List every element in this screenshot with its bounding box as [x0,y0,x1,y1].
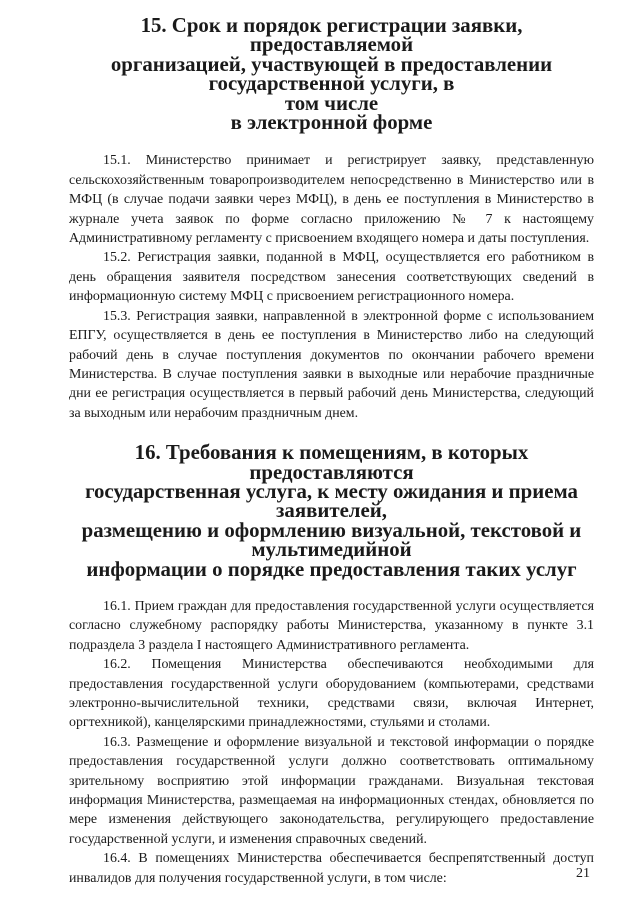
page-number: 21 [576,866,590,881]
heading-line: 16. Требования к помещениям, в которых предоставляются [134,440,529,484]
paragraph-15-1: 15.1. Министерство принимает и регистрирует заявку, представленную сельскохозяйственным товаропроизводителем непосредственно в Министерство или в МФЦ (в случае подачи заявки через МФЦ), в день ее поступления в Министерство в журнале учета заявок по форме согласно приложению № 7 к настоящему Административному регламенту с присвоением входящего номера и даты поступления. [69,153,594,247]
paragraph-16-4: 16.4. В помещениях Министерства обеспечивается беспрепятственный доступ инвалидов для получения государственной услуги, в том числе: [69,851,594,886]
section-16-heading [69,440,594,581]
paragraph-16-2: 16.2. Помещения Министерства обеспечиваются необходимыми для предоставления государственной услуги оборудованием (компьютерами, средствами электронно-вычислительной техники, средствами связи, включая Интернет, оргтехникой), канцелярскими принадлежностями, стульями и столами. [69,657,594,731]
heading-line: организацией, участвующей в предоставлении государственной услуги, в [110,51,553,96]
heading-line: размещению и оформлению визуальной, текстовой и мультимедийной [81,517,582,562]
paragraph-16-1: 16.1. Прием граждан для предоставления государственной услуги осуществляется согласно служебному распорядку работы Министерства, указанному в пункте 3.1 подраздела 3 раздела I настоящего Административного регламента. [69,598,594,653]
paragraph-16-3: 16.3. Размещение и оформление визуальной и текстовой информации о порядке предоставления государственной услуги должно соответствовать оптимальному зрительному восприятию этой информации гражданами. Визуальная текстовая информация Министерства, размещаемая на информационных стендах, обновляется по мере изменения действующего законодательства, регулирующего предоставление государственной услуги, и изменения справочных сведений. [69,734,594,847]
paragraph-15-3: 15.3. Регистрация заявки, направленной в электронной форме с использованием ЕПГУ, осуществляется в день ее поступления в Министерство либо на следующий рабочий день в случае поступления документов по окончании рабочего времени Министерства. В случае поступления заявки в выходные или нерабочие праздничные дни ее регистрация осуществляется в первый рабочий день Министерства, следующий за выходным или нерабочим праздничным днем. [69,308,594,421]
heading-line: информации о порядке предоставления таких услуг [86,556,577,581]
heading-line: государственная услуга, к месту ожидания и приема заявителей, [85,478,578,523]
section-15-heading [69,13,594,135]
heading-line: в электронной форме [230,110,433,135]
paragraph-15-2: 15.2. Регистрация заявки, поданной в МФЦ, осуществляется его работником в день обращения заявителя посредством занесения соответствующих сведений в информационную систему МФЦ с присвоением регистрационного номера. [69,250,594,305]
heading-line: том числе [284,90,379,115]
heading-line: 15. Срок и порядок регистрации заявки, предоставляемой [140,13,523,57]
